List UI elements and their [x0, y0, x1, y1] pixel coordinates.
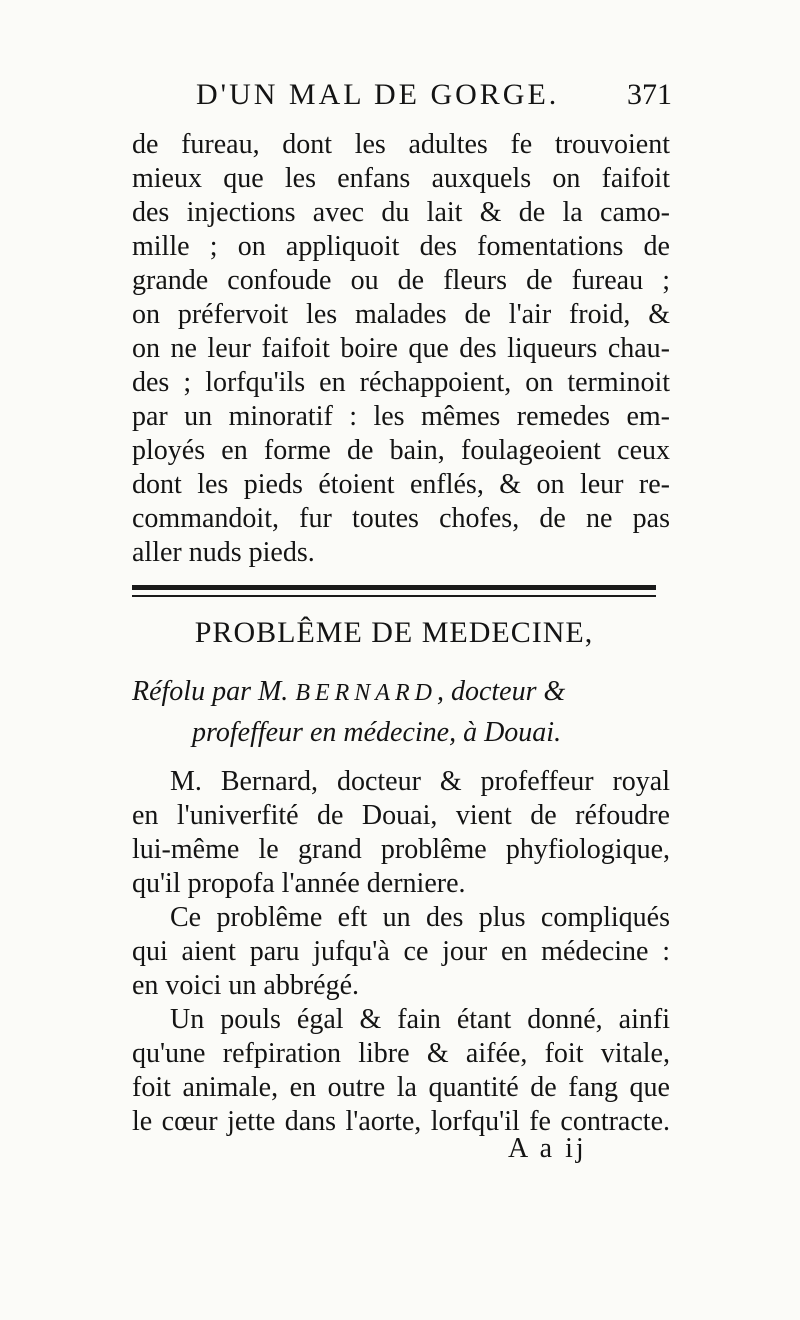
- section-divider-rule: [132, 585, 656, 597]
- text-line: commandoit, fur toutes chofes, de ne pas: [132, 503, 670, 534]
- section-body: [132, 765, 670, 1139]
- text-line: foit animale, en outre la quantité de fang que: [132, 1072, 670, 1103]
- text-line: le cœur jette dans l'aorte, lorfqu'il fe contracte.: [132, 1106, 670, 1137]
- byline-suffix: , docteur &: [436, 676, 566, 707]
- text-line: de fureau, dont les adultes fe trouvoient: [132, 129, 670, 160]
- text-line: par un minoratif : les mêmes remedes em-: [132, 401, 670, 432]
- text-line: aller nuds pieds.: [132, 537, 315, 568]
- text-line: qu'il propofa l'année derniere.: [132, 868, 466, 899]
- text-line: des injections avec du lait & de la camo-: [132, 197, 670, 228]
- text-line: mieux que les enfans auxquels on faifoit: [132, 163, 670, 194]
- byline-prefix: Réfolu par M.: [132, 676, 289, 707]
- text-line: on ne leur faifoit boire que des liqueurs chau-: [132, 333, 670, 364]
- paragraph-continued: [132, 128, 670, 570]
- text-line: en voici un abbrégé.: [132, 970, 360, 1001]
- text-line: en l'univerfité de Douai, vient de réfoudre: [132, 800, 670, 831]
- text-line: grande confoude ou de fleurs de fureau ;: [132, 265, 670, 296]
- section-byline: [132, 672, 672, 753]
- text-line: on préfervoit les malades de l'air froid, &: [132, 299, 670, 330]
- text-line: des ; lorfqu'ils en réchappoient, on terminoit: [132, 367, 670, 398]
- page-number: 371: [627, 78, 672, 111]
- running-title: D'UN MAL DE GORGE.: [196, 78, 560, 111]
- section-title: PROBLÊME DE MEDECINE,: [194, 616, 594, 649]
- text-line: M. Bernard, docteur & profeffeur royal: [170, 766, 670, 797]
- byline-affiliation: profeffeur en médecine, à Douai.: [192, 717, 562, 748]
- text-line: dont les pieds étoient enflés, & on leur re-: [132, 469, 670, 500]
- text-line: ployés en forme de bain, foulageoient ceux: [132, 435, 670, 466]
- text-line: lui-même le grand problême phyfiologique,: [132, 834, 670, 865]
- text-line: Un pouls égal & fain étant donné, ainfi: [170, 1004, 670, 1035]
- text-line: qui aient paru jufqu'à ce jour en médecine :: [132, 936, 670, 967]
- signature-mark: A a ij: [508, 1133, 587, 1164]
- text-line: Ce problême eft un des plus compliqués: [170, 902, 670, 933]
- text-line: mille ; on appliquoit des fomentations de: [132, 231, 670, 262]
- page-header: [196, 78, 672, 118]
- text-line: qu'une refpiration libre & aifée, foit vitale,: [132, 1038, 670, 1069]
- byline-author-name: BERNARD: [295, 680, 437, 706]
